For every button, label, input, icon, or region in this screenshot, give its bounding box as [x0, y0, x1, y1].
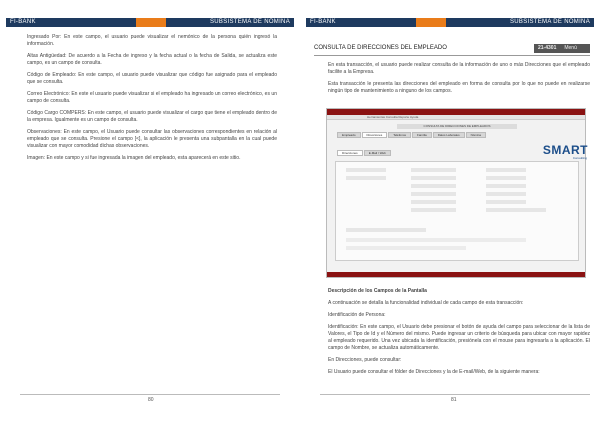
app-subtab[interactable]: Direcciones: [337, 150, 363, 156]
app-form-title: CONSULTA DE DIRECCIONES DE EMPLEADOS: [397, 124, 517, 129]
paragraph: Código Cargo COMPERS: En este campo, el usuario puede visualizar el cargo que tiene el empleado dentro de la empresa. Igualmente es un campo de consulta.: [27, 110, 277, 123]
right-header-bar: [306, 18, 594, 27]
paragraph: Imagen: En este campo y si fue ingresada la imagen del empleado, esta aparecerá en este sitio.: [27, 155, 241, 161]
app-field[interactable]: [411, 200, 456, 204]
right-header-brand: FI-BANK: [310, 19, 336, 25]
app-tabs: [337, 132, 585, 138]
app-field[interactable]: [486, 184, 526, 188]
app-field[interactable]: [346, 168, 386, 172]
left-footer-rule: [20, 394, 280, 395]
app-status-bar: [327, 272, 585, 277]
smart-logo-subtitle: Consulting: [572, 156, 587, 160]
app-field[interactable]: [486, 192, 526, 196]
app-field[interactable]: [411, 184, 456, 188]
app-field[interactable]: [346, 246, 466, 250]
app-tab[interactable]: Direcciones: [362, 132, 388, 138]
right-footer-rule: [320, 394, 590, 395]
paragraph: En esta transacción, el usuario puede realizar consulta de la información de uno o más Direcciones que el empleado facilite a la Empresa.: [328, 62, 590, 75]
app-tab[interactable]: Nómina: [466, 132, 486, 138]
left-page-number: 80: [148, 397, 154, 403]
paragraph: Observaciones: En este campo, el Usuario puede consultar las observaciones correspondientes en relación al empleado que se consulta. Presione el campo [<], la aplicación le presenta una subpantalla en la cual puede visualizar con mayor comodidad dichas observaciones.: [27, 129, 277, 149]
paragraph: A continuación se detalla la funcionalidad individual de cada campo de esta transacción:: [328, 300, 524, 306]
left-body-text: [27, 34, 277, 167]
transaction-code-box: [534, 44, 590, 53]
app-field[interactable]: [486, 200, 526, 204]
right-header-accent: [416, 18, 446, 27]
app-field[interactable]: [486, 208, 546, 212]
paragraph: Ingresado Por: En este campo, el usuario puede visualizar el nemónico de la persona quién ingresó la información.: [27, 34, 277, 47]
transaction-code: 21-4301: [538, 45, 557, 51]
app-tab[interactable]: Empleado: [337, 132, 361, 138]
paragraph: Esta transacción le presenta las direcciones del empleado en forma de consulta por lo que no puede en realizarse ningún tipo de mantenimiento a ninguno de los campos.: [328, 81, 590, 94]
smart-logo: SMART: [542, 143, 588, 157]
paragraph: Código de Empleado: En este campo, el usuario puede visualizar que código fue asignado para el empleado que se consulta.: [27, 72, 277, 85]
app-field[interactable]: [486, 168, 526, 172]
application-screenshot: [326, 108, 586, 278]
app-form-panel: [335, 161, 579, 261]
right-page-number: 81: [451, 397, 457, 403]
left-header-brand: FI-BANK: [10, 19, 36, 25]
left-header-bar: [6, 18, 294, 27]
right-body-text: [328, 288, 590, 381]
left-header-accent: [136, 18, 166, 27]
paragraph: Identificación de Persona:: [328, 312, 386, 318]
app-tab[interactable]: Teléfonos: [388, 132, 411, 138]
app-menu-bar: Herramientas Consulta Reporte Ayuda: [327, 115, 585, 120]
transaction-code-label: Menú: [564, 45, 577, 51]
app-field[interactable]: [411, 168, 456, 172]
app-field[interactable]: [411, 192, 456, 196]
paragraph: Identificación: En este campo, el Usuario debe presionar el botón de ayuda del campo para seleccionar de la lista de Valores, el Tipo de Id y el Número del mismo. Puede ingresar un criterio de búsqueda para ubicar con mayor rapidez al empleado requerido. Una vez ubicada la identificación, presiónela con el mouse para ingresarla a la aplicación. El campo de Nombre, se actualiza automáticamente.: [328, 324, 590, 351]
app-field[interactable]: [411, 176, 456, 180]
right-intro-text: [328, 62, 590, 100]
left-header-module: SUBSISTEMA DE NOMINA: [209, 19, 290, 25]
app-field[interactable]: [411, 208, 456, 212]
section-title: CONSULTA DE DIRECCIONES DEL EMPLEADO: [314, 45, 447, 51]
right-header-module: SUBSISTEMA DE NOMINA: [509, 19, 590, 25]
app-tab[interactable]: Datos Laborales: [433, 132, 465, 138]
paragraph: Correo Electrónico: En este el usuario puede visualizar si el empleado ha ingresado un correo electrónico, es un campo de consulta.: [27, 91, 277, 104]
paragraph: El Usuario puede consultar el fólder de Direcciones y la de E-mail/Web, de la siguiente manera:: [328, 369, 540, 375]
app-field[interactable]: [346, 176, 386, 180]
paragraph: En Direcciones, puede consultar:: [328, 357, 402, 363]
app-tab[interactable]: Familia: [412, 132, 432, 138]
app-field[interactable]: [346, 228, 426, 232]
app-field[interactable]: [346, 238, 526, 242]
app-subtab[interactable]: E-Mail / Web: [364, 150, 391, 156]
paragraph: Altas Antigüedad: De acuerdo a la Fecha de ingreso y la fecha actual o la fecha de Salida, se actualiza este campo, es un campo de consulta.: [27, 53, 277, 66]
app-field[interactable]: [486, 176, 526, 180]
section-rule: [314, 55, 590, 56]
description-title: Descripción de los Campos de la Pantalla: [328, 288, 427, 294]
